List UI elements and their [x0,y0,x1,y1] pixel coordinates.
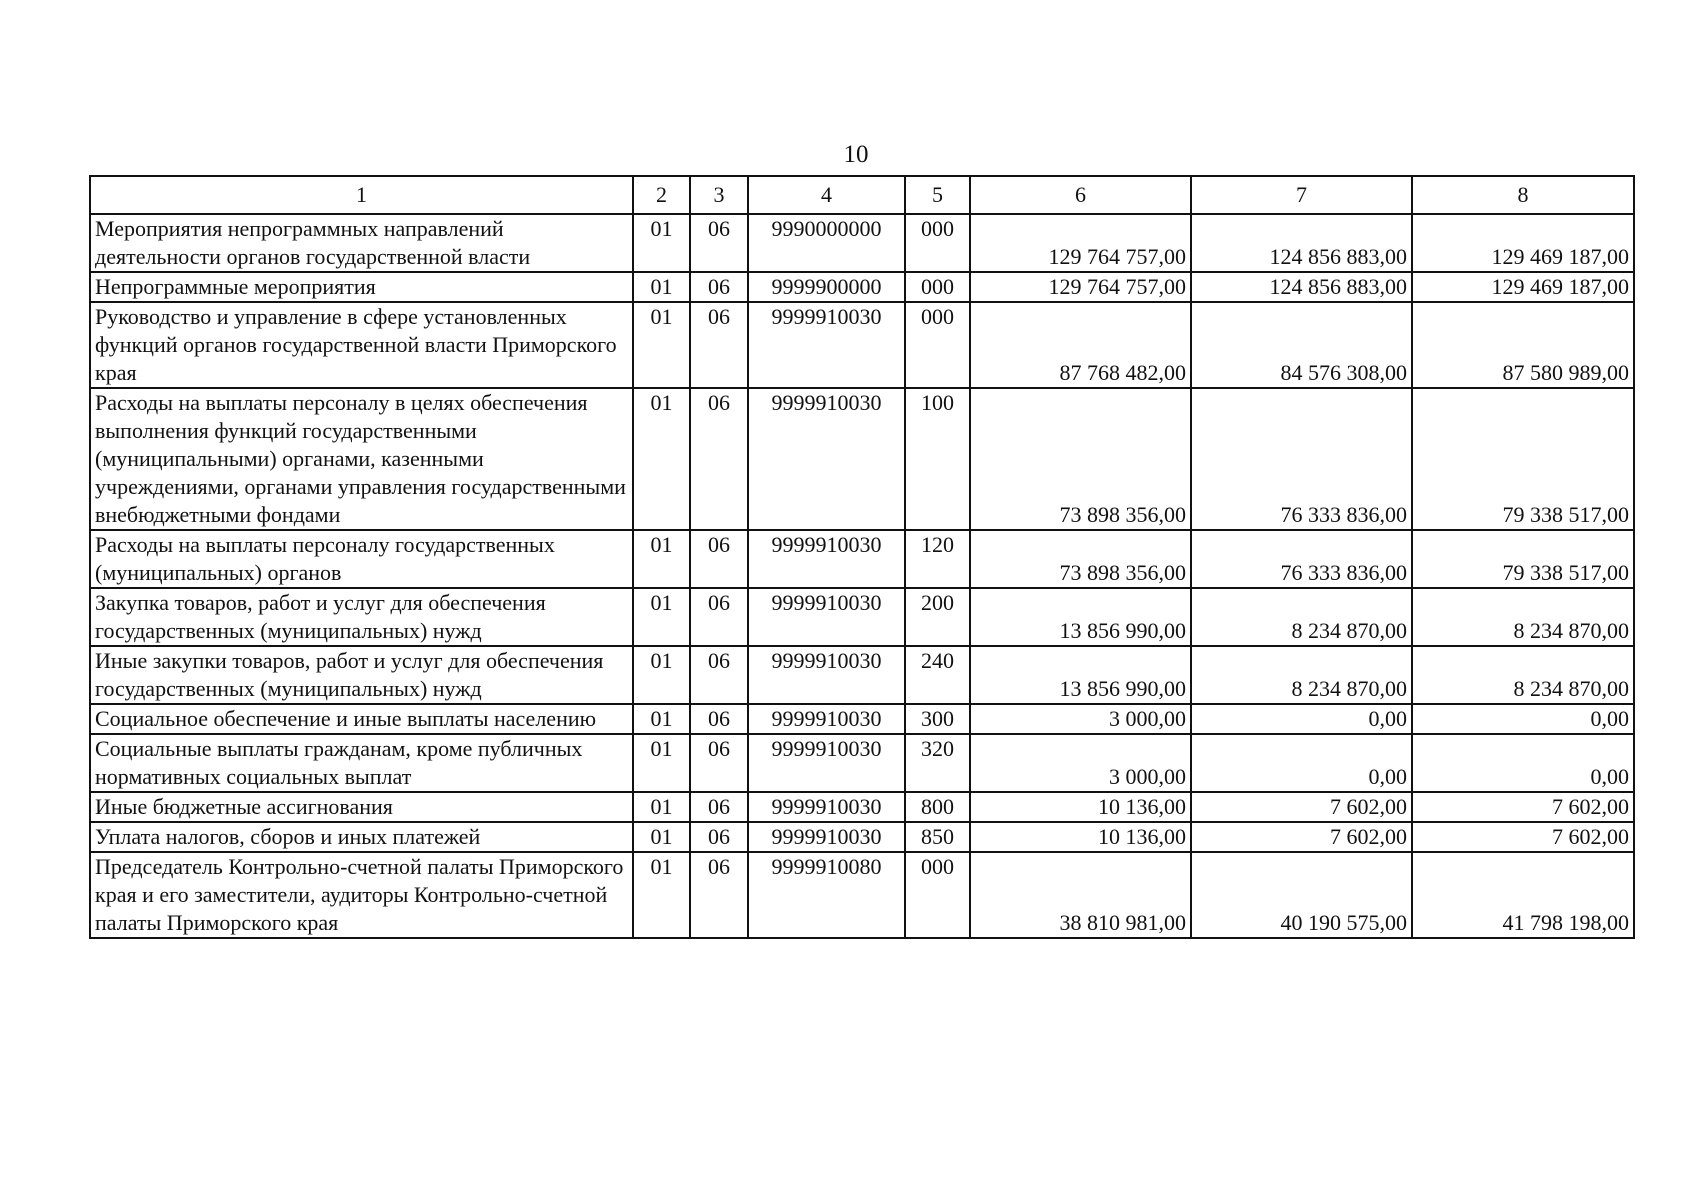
cell-col2: 01 [633,302,690,388]
cell-col4: 9999910030 [748,530,905,588]
cell-col8: 8 234 870,00 [1412,646,1634,704]
cell-col6: 38 810 981,00 [970,852,1191,938]
table-row [90,734,1634,792]
cell-col7: 0,00 [1191,704,1412,734]
cell-col5: 000 [905,214,970,272]
cell-col3: 06 [690,704,748,734]
table-row [90,272,1634,302]
cell-col4: 9999910030 [748,388,905,530]
row-name: Мероприятия непрограммных направлений деятельности органов государственной власти [90,214,633,272]
row-name: Руководство и управление в сфере установленных функций органов государственной власти Приморского края [90,302,633,388]
cell-col6: 73 898 356,00 [970,530,1191,588]
cell-col7: 0,00 [1191,734,1412,792]
cell-col7: 76 333 836,00 [1191,388,1412,530]
table-row [90,646,1634,704]
cell-col5: 100 [905,388,970,530]
cell-col3: 06 [690,214,748,272]
row-name: Непрограммные мероприятия [90,272,633,302]
column-header: 2 [633,176,690,214]
column-header: 7 [1191,176,1412,214]
column-header: 8 [1412,176,1634,214]
page-number: 10 [843,141,869,168]
cell-col2: 01 [633,530,690,588]
cell-col4: 9999910030 [748,734,905,792]
cell-col8: 129 469 187,00 [1412,214,1634,272]
cell-col3: 06 [690,388,748,530]
row-name: Председатель Контрольно-счетной палаты Приморского края и его заместители, аудиторы Контрольно-счетной палаты Приморского края [90,852,633,938]
cell-col6: 10 136,00 [970,822,1191,852]
cell-col5: 320 [905,734,970,792]
cell-col4: 9999910030 [748,302,905,388]
cell-col3: 06 [690,852,748,938]
column-header: 5 [905,176,970,214]
cell-col2: 01 [633,734,690,792]
cell-col3: 06 [690,822,748,852]
row-name: Иные бюджетные ассигнования [90,792,633,822]
cell-col6: 87 768 482,00 [970,302,1191,388]
cell-col3: 06 [690,646,748,704]
cell-col8: 7 602,00 [1412,792,1634,822]
cell-col7: 7 602,00 [1191,822,1412,852]
cell-col2: 01 [633,272,690,302]
table-row [90,388,1634,530]
row-name: Социальное обеспечение и иные выплаты населению [90,704,633,734]
cell-col8: 129 469 187,00 [1412,272,1634,302]
row-name: Расходы на выплаты персоналу государственных (муниципальных) органов [90,530,633,588]
cell-col2: 01 [633,704,690,734]
cell-col5: 120 [905,530,970,588]
budget-table [89,175,1635,939]
cell-col3: 06 [690,734,748,792]
column-header: 3 [690,176,748,214]
cell-col7: 124 856 883,00 [1191,272,1412,302]
column-header: 6 [970,176,1191,214]
cell-col8: 87 580 989,00 [1412,302,1634,388]
cell-col6: 3 000,00 [970,734,1191,792]
cell-col4: 9999910030 [748,822,905,852]
cell-col8: 7 602,00 [1412,822,1634,852]
cell-col4: 9999910080 [748,852,905,938]
table-row [90,588,1634,646]
row-name: Расходы на выплаты персоналу в целях обеспечения выполнения функций государственными (муниципальными) органами, казенными учреждениями, органами управления государственными внебюджетными фондами [90,388,633,530]
cell-col3: 06 [690,588,748,646]
cell-col2: 01 [633,852,690,938]
column-header: 1 [90,176,633,214]
row-name: Закупка товаров, работ и услуг для обеспечения государственных (муниципальных) нужд [90,588,633,646]
cell-col2: 01 [633,388,690,530]
table-row [90,214,1634,272]
header-row [90,176,1634,214]
table-row [90,792,1634,822]
cell-col6: 129 764 757,00 [970,272,1191,302]
cell-col5: 800 [905,792,970,822]
cell-col6: 3 000,00 [970,704,1191,734]
cell-col8: 0,00 [1412,704,1634,734]
cell-col5: 000 [905,852,970,938]
cell-col5: 850 [905,822,970,852]
cell-col7: 8 234 870,00 [1191,646,1412,704]
cell-col8: 79 338 517,00 [1412,530,1634,588]
cell-col5: 300 [905,704,970,734]
cell-col3: 06 [690,792,748,822]
cell-col6: 73 898 356,00 [970,388,1191,530]
cell-col4: 9999910030 [748,588,905,646]
table-row [90,852,1634,938]
cell-col5: 240 [905,646,970,704]
cell-col4: 9999910030 [748,792,905,822]
cell-col2: 01 [633,822,690,852]
cell-col4: 9999910030 [748,646,905,704]
row-name: Иные закупки товаров, работ и услуг для обеспечения государственных (муниципальных) нужд [90,646,633,704]
cell-col7: 76 333 836,00 [1191,530,1412,588]
table-row [90,704,1634,734]
cell-col4: 9999910030 [748,704,905,734]
cell-col7: 40 190 575,00 [1191,852,1412,938]
cell-col2: 01 [633,792,690,822]
cell-col2: 01 [633,646,690,704]
cell-col2: 01 [633,588,690,646]
column-header: 4 [748,176,905,214]
table-row [90,530,1634,588]
cell-col7: 8 234 870,00 [1191,588,1412,646]
cell-col8: 0,00 [1412,734,1634,792]
table-row [90,302,1634,388]
cell-col3: 06 [690,272,748,302]
cell-col7: 84 576 308,00 [1191,302,1412,388]
cell-col3: 06 [690,530,748,588]
cell-col7: 124 856 883,00 [1191,214,1412,272]
cell-col4: 9990000000 [748,214,905,272]
cell-col4: 9999900000 [748,272,905,302]
cell-col6: 129 764 757,00 [970,214,1191,272]
table-row [90,822,1634,852]
cell-col5: 000 [905,302,970,388]
cell-col2: 01 [633,214,690,272]
cell-col5: 200 [905,588,970,646]
cell-col8: 79 338 517,00 [1412,388,1634,530]
cell-col8: 8 234 870,00 [1412,588,1634,646]
cell-col7: 7 602,00 [1191,792,1412,822]
row-name: Уплата налогов, сборов и иных платежей [90,822,633,852]
cell-col8: 41 798 198,00 [1412,852,1634,938]
row-name: Социальные выплаты гражданам, кроме публичных нормативных социальных выплат [90,734,633,792]
cell-col6: 13 856 990,00 [970,646,1191,704]
cell-col6: 10 136,00 [970,792,1191,822]
cell-col5: 000 [905,272,970,302]
cell-col3: 06 [690,302,748,388]
cell-col6: 13 856 990,00 [970,588,1191,646]
